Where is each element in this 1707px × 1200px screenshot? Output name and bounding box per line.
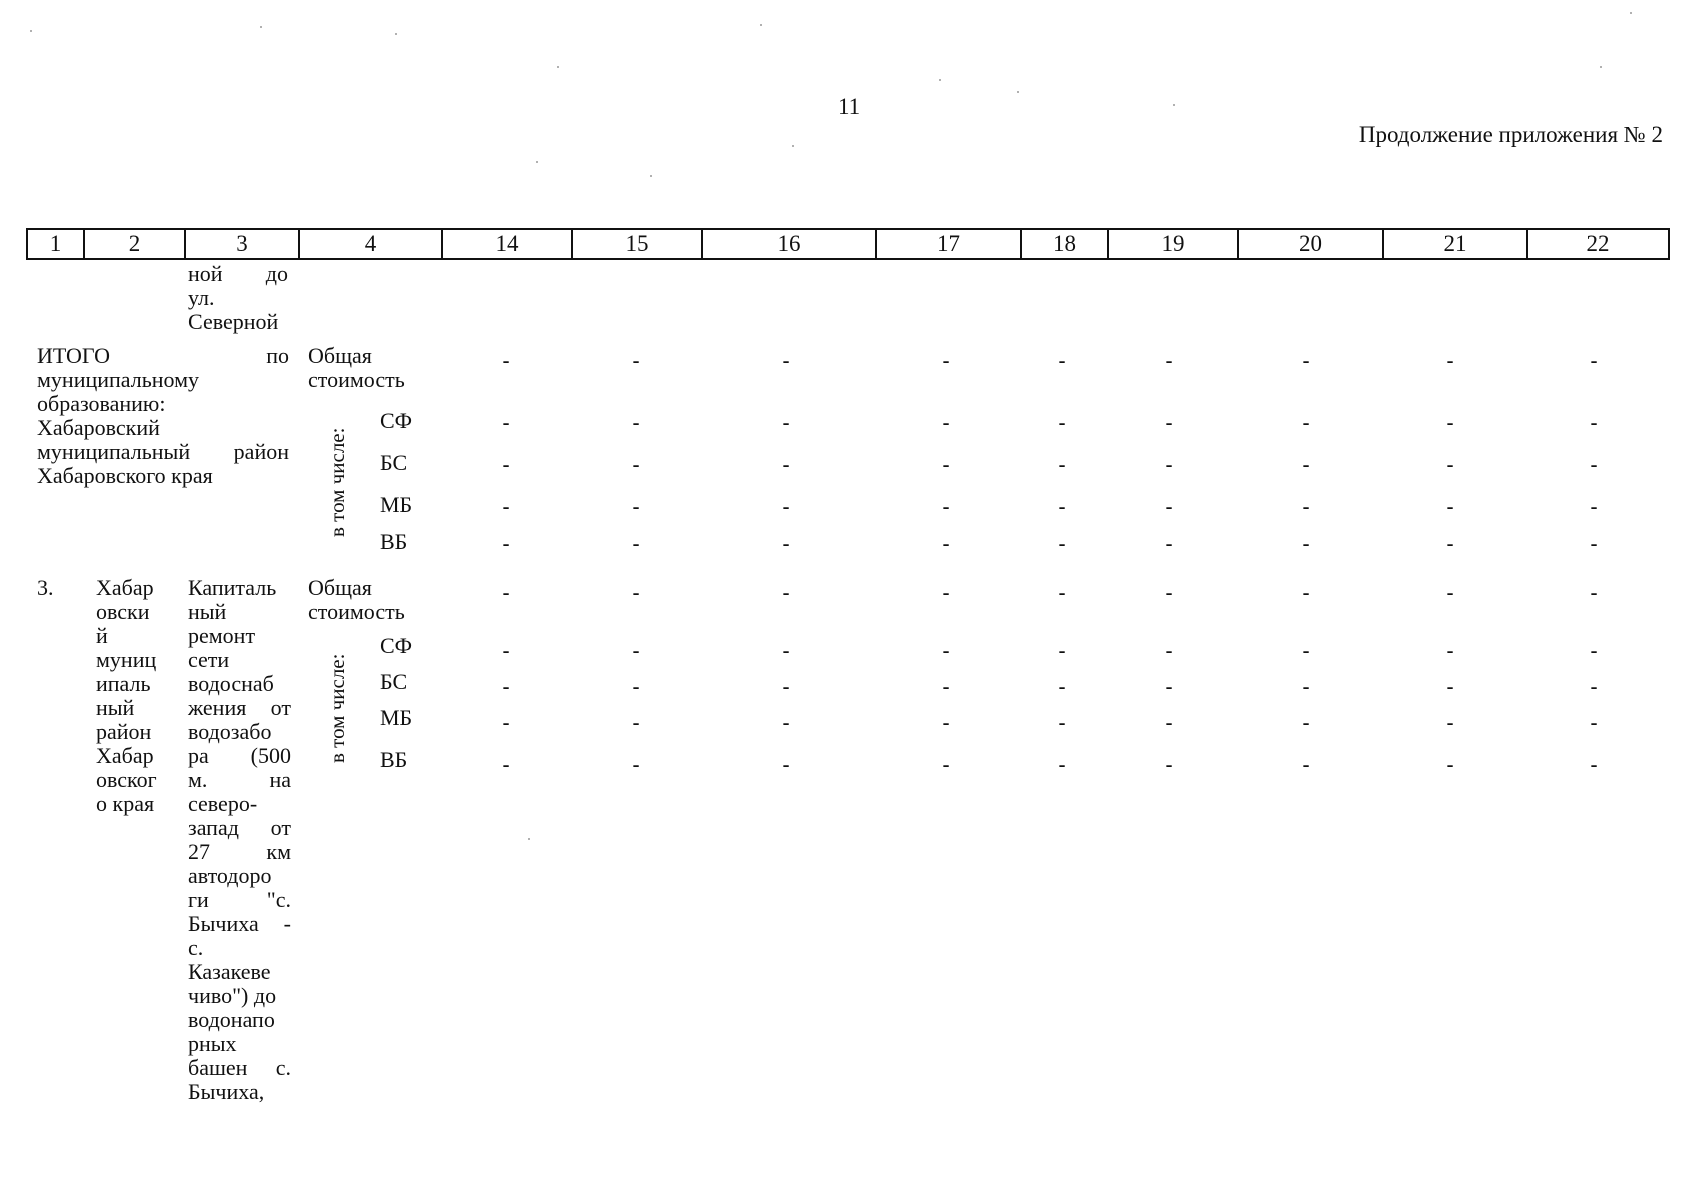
source-label-bs: БС [380,450,408,475]
fragment-col3 [188,262,288,334]
value-dash: - [1302,752,1310,777]
value-dash: - [1590,348,1598,373]
value-dash: - [1058,531,1066,556]
value-dash: - [632,452,640,477]
desc-line: водонапо [188,1007,275,1032]
value-dash: - [942,752,950,777]
mun-line: овског [96,767,157,792]
value-dash: - [1058,494,1066,519]
value-dash: - [1590,580,1598,605]
value-dash: - [1302,580,1310,605]
value-dash: - [1590,531,1598,556]
header-cell: 20 [1238,229,1383,259]
value-dash: - [632,638,640,663]
value-dash: - [502,452,510,477]
itogo-label [37,344,289,488]
value-dash: - [1590,410,1598,435]
header-row [27,229,1669,259]
source-label-mb: МБ [380,705,413,730]
value-dash: - [1058,674,1066,699]
value-dash: - [1165,494,1173,519]
value-dash: - [782,531,790,556]
value-dash: - [632,531,640,556]
header-cell: 16 [702,229,876,259]
value-dash: - [632,494,640,519]
row3-vertical-label: в том числе: [325,653,349,763]
desc-line: запад от [188,815,291,840]
value-dash: - [782,452,790,477]
desc-line: 27 км [188,839,291,864]
value-dash: - [1302,348,1310,373]
value-dash: - [1058,410,1066,435]
header-cell: 4 [299,229,442,259]
header-cell: 1 [27,229,84,259]
value-dash: - [632,410,640,435]
header-cell: 17 [876,229,1021,259]
value-dash: - [1165,674,1173,699]
value-dash: - [782,410,790,435]
value-dash: - [1165,410,1173,435]
value-dash: - [502,638,510,663]
mun-line: Хабар [96,743,154,768]
row3-description [188,576,291,1104]
value-dash: - [1446,580,1454,605]
value-dash: - [942,531,950,556]
value-dash: - [1058,348,1066,373]
value-dash: - [1590,710,1598,735]
value-dash: - [632,710,640,735]
value-dash: - [1302,638,1310,663]
value-dash: - [942,674,950,699]
header-cell: 19 [1108,229,1238,259]
value-dash: - [782,638,790,663]
value-dash: - [1302,674,1310,699]
itogo-line: Хабаровский [37,415,160,440]
header-cell: 2 [84,229,185,259]
itogo-vertical-label: в том числе: [325,427,349,537]
value-dash: - [1165,452,1173,477]
value-dash: - [1165,752,1173,777]
value-dash: - [1058,638,1066,663]
value-dash: - [1590,452,1598,477]
total-line: стоимость [308,599,405,624]
value-dash: - [1058,580,1066,605]
value-dash: - [1165,531,1173,556]
header-cell: 3 [185,229,299,259]
mun-line: район [96,719,152,744]
value-dash: - [1302,494,1310,519]
value-dash: - [1446,452,1454,477]
header-cell: 14 [442,229,572,259]
total-line: Общая [308,575,372,600]
value-dash: - [1446,710,1454,735]
itogo-line: муниципальному [37,367,200,392]
value-dash: - [1058,710,1066,735]
page-number: 11 [838,94,861,119]
source-label-mb: МБ [380,492,413,517]
itogo-line: образованию: [37,391,166,416]
value-dash: - [942,710,950,735]
mun-line: й [96,623,108,648]
value-dash: - [1446,494,1454,519]
desc-line: с. [188,935,204,960]
mun-line: ипаль [96,671,151,696]
value-dash: - [502,410,510,435]
value-dash: - [1302,452,1310,477]
desc-line: сети [188,647,230,672]
value-dash: - [1302,710,1310,735]
value-dash: - [1590,638,1598,663]
header-cell: 18 [1021,229,1108,259]
value-dash: - [782,752,790,777]
value-dash: - [1165,580,1173,605]
itogo-total-label [308,344,405,392]
value-dash: - [942,348,950,373]
desc-line: водоснаб [188,671,274,696]
desc-line: автодоро [188,863,272,888]
value-dash: - [942,580,950,605]
value-dash: - [1058,752,1066,777]
value-dash: - [1165,348,1173,373]
fragment-line: Северной [188,309,279,334]
value-dash: - [942,410,950,435]
desc-line: м. на [188,767,291,792]
value-dash: - [1058,452,1066,477]
value-dash: - [942,638,950,663]
value-dash: - [632,580,640,605]
mun-line: Хабар [96,575,154,600]
header-cell: 21 [1383,229,1527,259]
desc-line: башен с. [188,1055,291,1080]
value-dash: - [1165,638,1173,663]
fragment-line: ной до [188,261,288,286]
value-dash: - [782,348,790,373]
row3-total-label [308,576,405,624]
itogo-line: Хабаровского края [37,463,213,488]
value-dash: - [782,674,790,699]
source-label-bs: БС [380,669,408,694]
value-dash: - [502,494,510,519]
value-dash: - [1446,752,1454,777]
total-line: Общая [308,343,372,368]
value-dash: - [502,752,510,777]
total-line: стоимость [308,367,405,392]
value-dash: - [502,348,510,373]
value-dash: - [502,710,510,735]
desc-line: ра (500 [188,743,291,768]
value-dash: - [1446,674,1454,699]
value-dash: - [1446,531,1454,556]
header-cell: 15 [572,229,702,259]
value-dash: - [632,752,640,777]
desc-line: чиво") до [188,983,277,1008]
value-dash: - [782,494,790,519]
value-dash: - [1446,410,1454,435]
itogo-line: муниципальный район [37,439,289,464]
mun-line: овски [96,599,150,624]
column-header-table [26,228,1670,260]
desc-line: ный [188,599,227,624]
desc-line: жения от [188,695,291,720]
value-dash: - [632,348,640,373]
value-dash: - [632,674,640,699]
value-dash: - [942,452,950,477]
value-dash: - [502,580,510,605]
value-dash: - [1446,638,1454,663]
mun-line: муниц [96,647,157,672]
desc-line: водозабо [188,719,272,744]
value-dash: - [1590,494,1598,519]
value-dash: - [1446,348,1454,373]
value-dash: - [1590,752,1598,777]
desc-line: северо- [188,791,258,816]
continuation-note: Продолжение приложения № 2 [1358,122,1663,147]
desc-line: Капиталь [188,575,277,600]
row3-municipality [96,576,157,816]
value-dash: - [1302,410,1310,435]
desc-line: ги "с. [188,887,291,912]
header-cell: 22 [1527,229,1669,259]
value-dash: - [782,580,790,605]
desc-line: Бычиха - [188,911,291,936]
row3-number: 3. [37,575,54,600]
value-dash: - [942,494,950,519]
value-dash: - [1165,710,1173,735]
source-label-vb: ВБ [380,747,408,772]
value-dash: - [502,674,510,699]
source-label-sf: СФ [380,408,413,433]
value-dash: - [502,531,510,556]
desc-line: рных [188,1031,237,1056]
value-dash: - [782,710,790,735]
mun-line: ный [96,695,135,720]
itogo-line: ИТОГО по [37,343,289,368]
desc-line: ремонт [188,623,256,648]
source-label-sf: СФ [380,633,413,658]
mun-line: о края [96,791,155,816]
value-dash: - [1302,531,1310,556]
fragment-line: ул. [188,285,215,310]
desc-line: Казакеве [188,959,271,984]
value-dash: - [1590,674,1598,699]
desc-line: Бычиха, [188,1079,265,1104]
source-label-vb: ВБ [380,529,408,554]
